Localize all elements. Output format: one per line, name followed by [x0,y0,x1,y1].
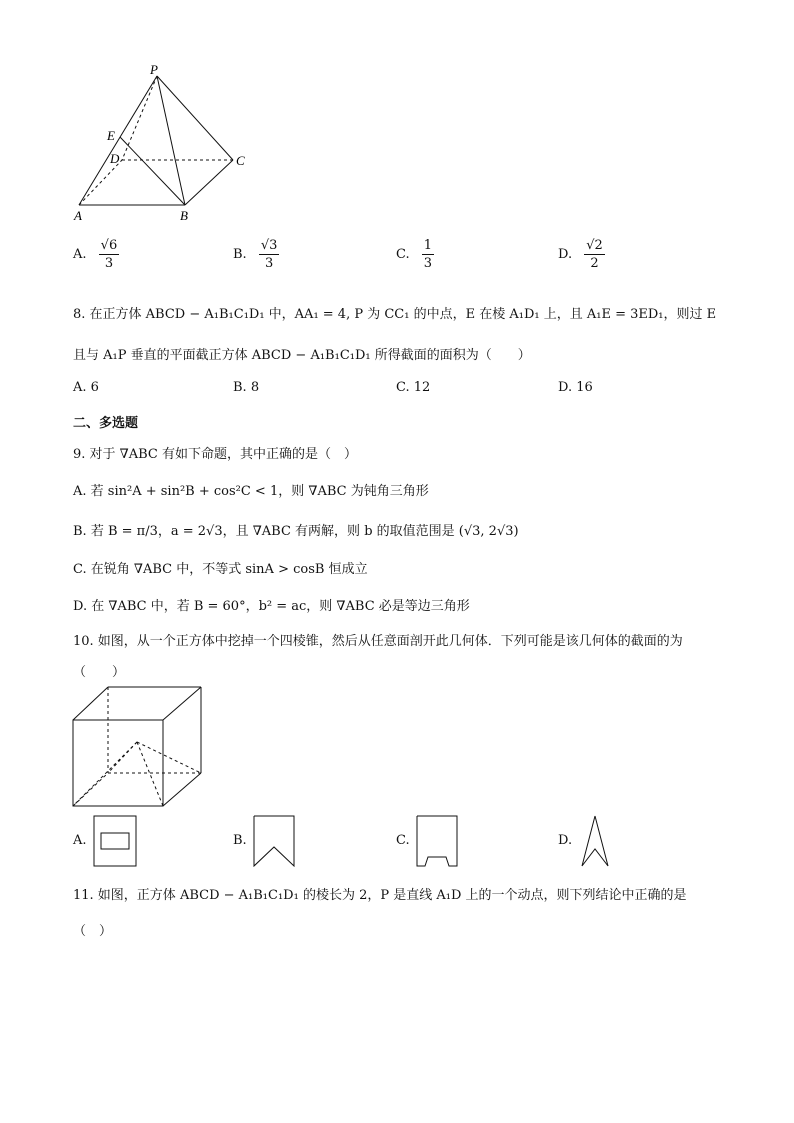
cube-hidden-edge [73,773,108,806]
fraction-den: 3 [264,256,274,271]
q9-stem: 9. 对于 ∇ABC 有如下命题，其中正确的是（ ） [73,447,358,462]
fraction-den: 2 [590,256,599,271]
fraction-num: √2 [586,238,603,253]
fraction-num: √6 [100,238,118,253]
pyramid-figure [60,60,260,230]
q9-option-b[interactable]: B. 若 B = π/3，a = 2√3，且 ∇ABC 有两解，则 b 的取值范围是 (√3, 2√3) [73,524,519,539]
edge-EB [120,137,185,205]
trapezoid-notched-shape [416,815,458,867]
fraction-den: 3 [104,256,114,271]
q7-option-d[interactable] [558,238,605,271]
notched-banner-shape [253,815,295,867]
edge-PA [79,76,157,205]
q8-option-d[interactable]: D. 16 [558,380,593,395]
fraction [99,238,120,271]
q9-option-d[interactable]: D. 在 ∇ABC 中，若 B = 60°，b² = ac，则 ∇ABC 必是等边三角形 [73,599,470,614]
cube-pyramid-figure [70,684,206,810]
fraction-num: √3 [260,238,278,253]
option-letter: A. [73,833,87,848]
cube-edge [163,687,201,720]
fraction [422,238,434,271]
pyramid-edge [137,742,163,806]
section-title: 二、多选题 [73,416,139,431]
q11-stem-line1: 11. 如图，正方体 ABCD − A₁B₁C₁D₁ 的棱长为 2，P 是直线 A₁D 上的一个动点，则下列结论中正确的是 [73,888,687,903]
q10-stem-line2: （ ） [73,665,126,680]
fraction-num: 1 [423,238,433,253]
q9-option-a[interactable]: A. 若 sin²A + sin²B + cos²C < 1，则 ∇ABC 为钝角三角形 [73,484,429,499]
pyramid-edge [108,742,137,773]
q7-option-c[interactable] [396,238,434,271]
q8-option-a[interactable]: A. 6 [73,380,99,395]
option-letter: B. [233,833,247,848]
edge-PB [157,76,185,205]
q11-stem-line2: （ ） [73,924,113,939]
cube-edge [73,687,108,720]
label-P: P [150,62,158,77]
label-E: E [107,128,115,143]
arrowhead-shape [580,815,610,867]
option-letter: A. [73,247,87,262]
edge-PC [157,76,233,160]
label-A: A [74,208,82,223]
edge-PD-hidden [122,76,157,160]
option-letter: D. [558,833,573,848]
cube-edge [163,773,201,806]
label-C: C [236,153,245,168]
q8-option-c[interactable]: C. 12 [396,380,431,395]
q8-stem-line2: 且与 A₁P 垂直的平面截正方体 ABCD − A₁B₁C₁D₁ 所得截面的面积为（ ） [73,348,531,363]
pyramid-edge [137,742,201,773]
q8-option-b[interactable]: B. 8 [233,380,260,395]
square-with-rectangle-shape [93,815,137,867]
fraction [584,238,605,271]
option-letter: C. [396,833,410,848]
option-letter: C. [396,247,410,262]
edge-AD-hidden [79,160,122,205]
edge-BC [185,160,233,205]
q7-option-b[interactable] [233,238,279,271]
q7-option-a[interactable] [73,238,119,271]
label-B: B [180,208,188,223]
q8-stem-line1: 8. 在正方体 ABCD − A₁B₁C₁D₁ 中，AA₁ = 4, P 为 CC₁ 的中点，E 在棱 A₁D₁ 上，且 A₁E = 3ED₁，则过 E [73,307,717,322]
label-D: D [110,151,120,166]
option-letter: D. [558,247,573,262]
q9-option-c[interactable]: C. 在锐角 ∇ABC 中，不等式 sinA > cosB 恒成立 [73,562,368,577]
fraction-den: 3 [423,256,433,271]
fraction [259,238,280,271]
q10-stem-line1: 10. 如图，从一个正方体中挖掉一个四棱锥，然后从任意面剖开此几何体．下列可能是该几何体的截面的为 [73,634,683,649]
option-letter: B. [233,247,247,262]
